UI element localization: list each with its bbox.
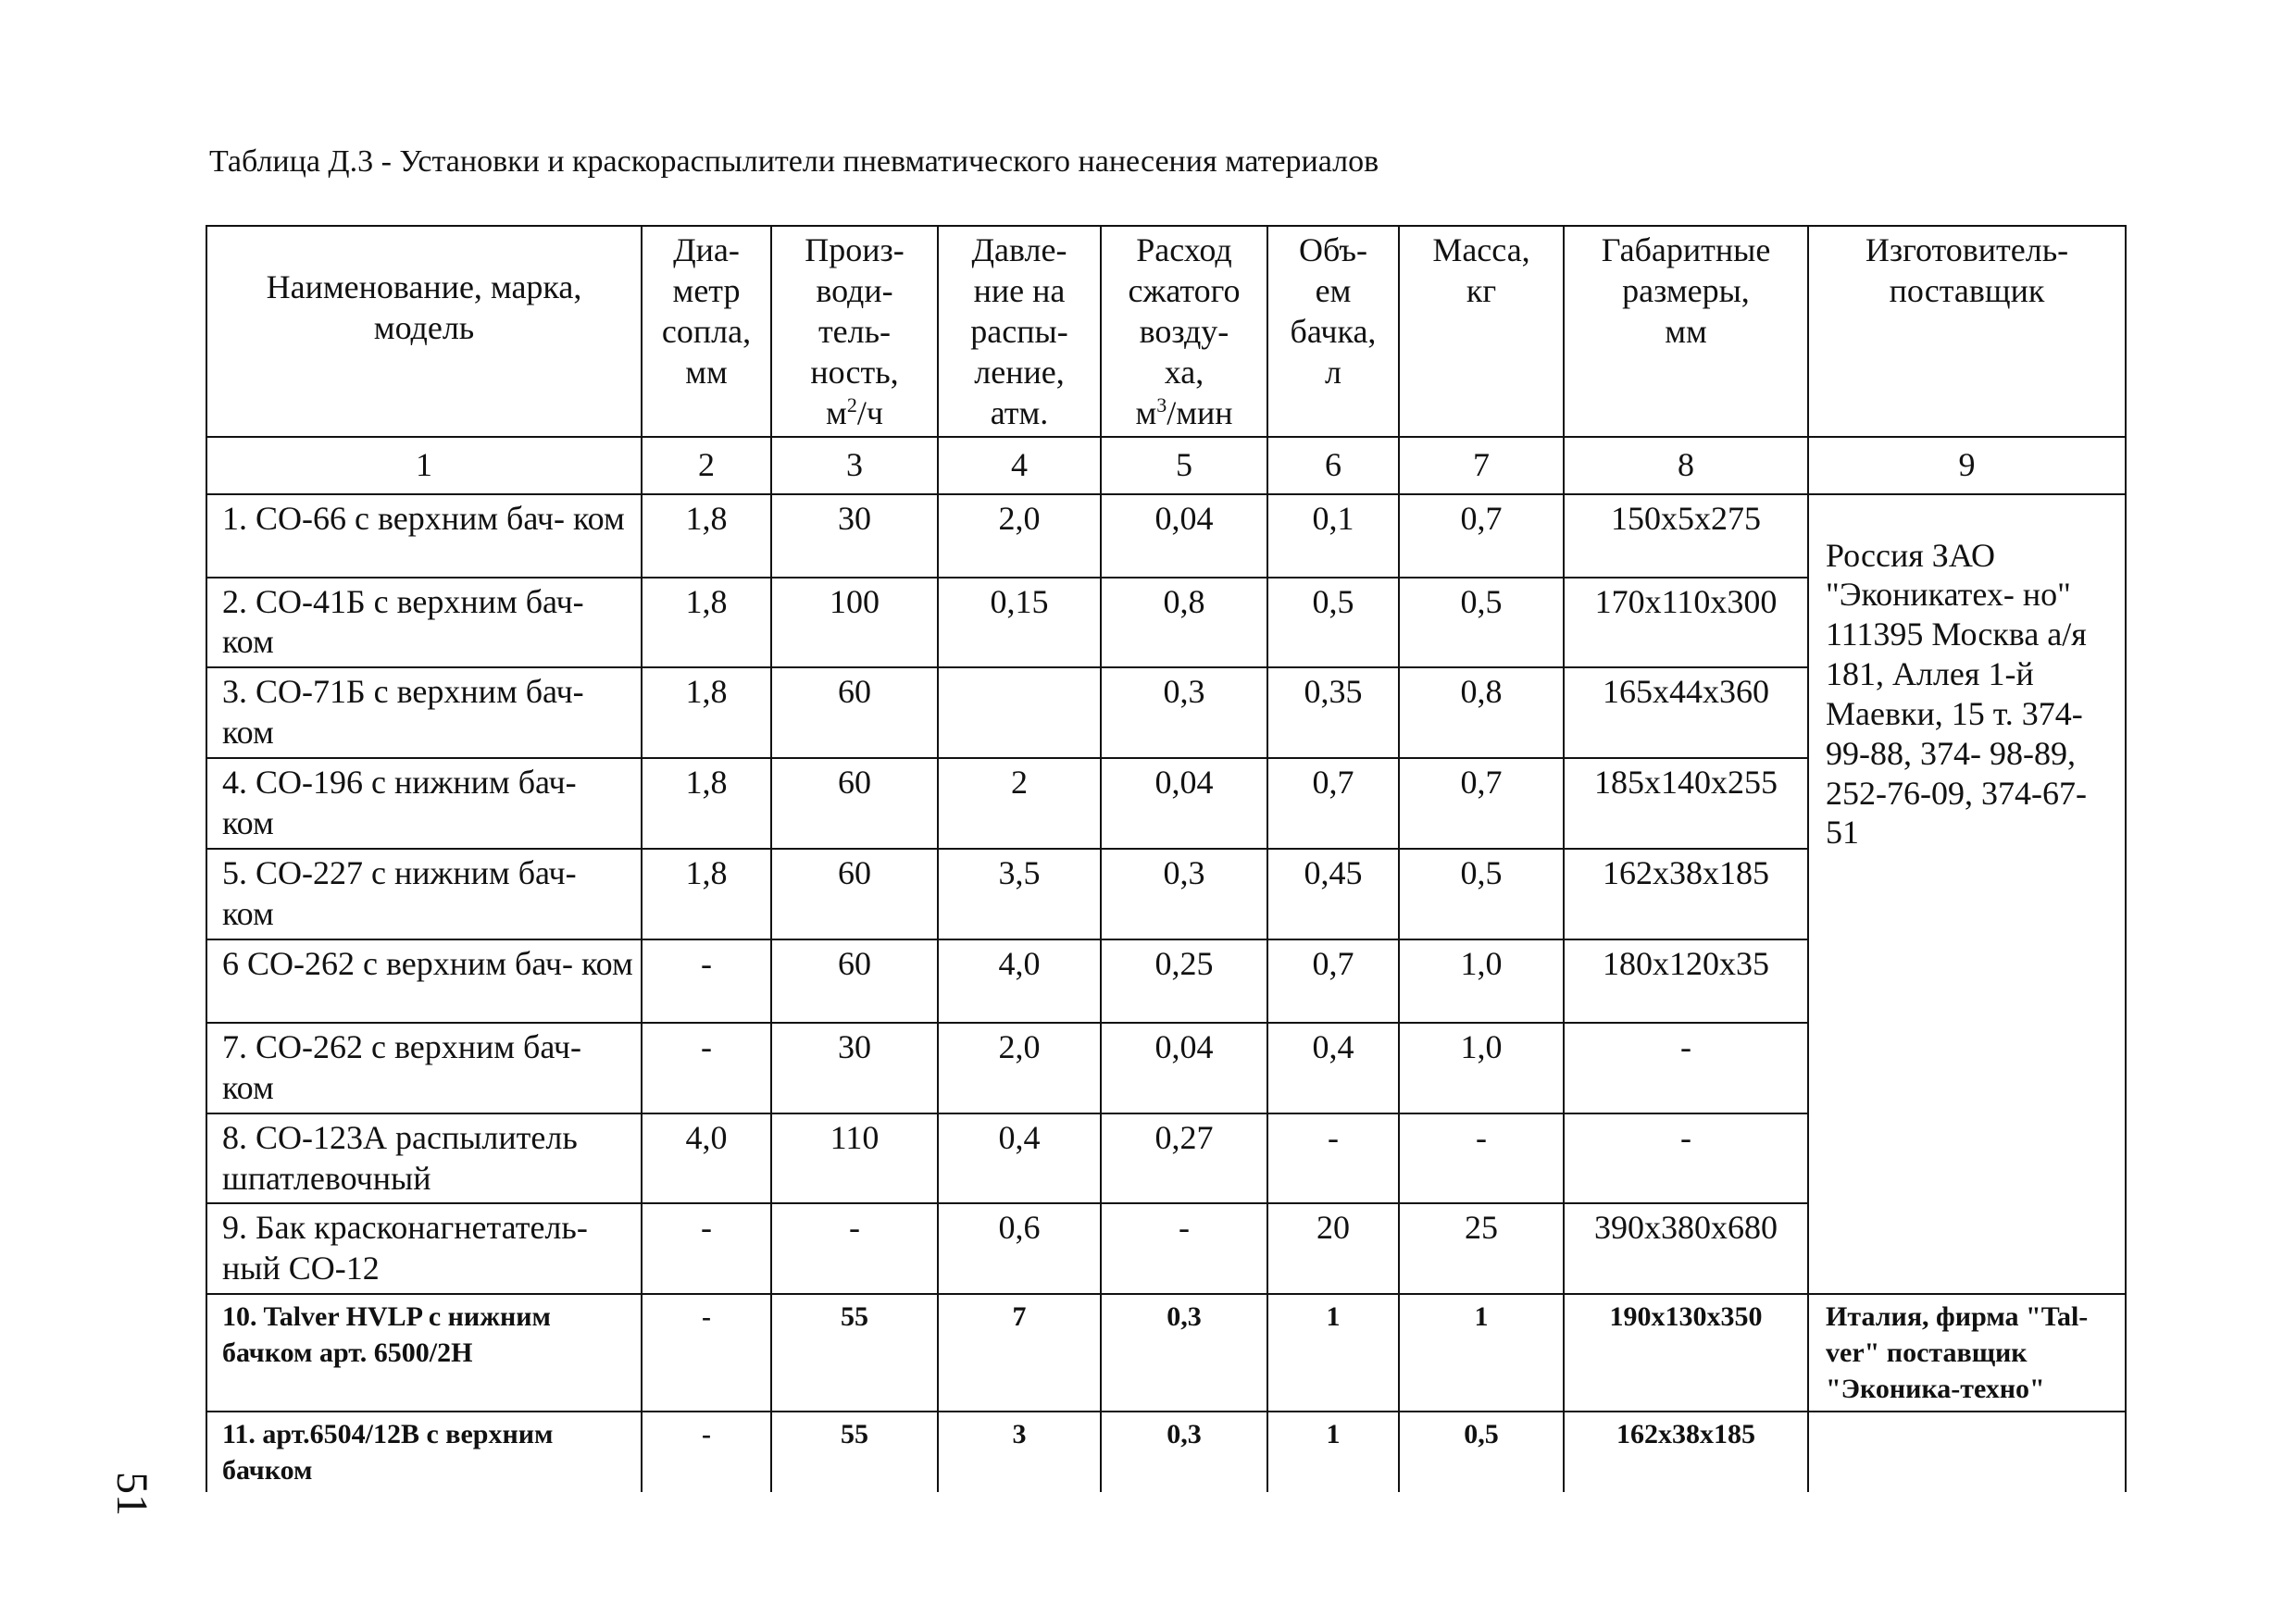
cell-diameter: 1,8 (642, 758, 771, 849)
cell-diameter: - (642, 939, 771, 1023)
cell-volume: 1 (1267, 1294, 1399, 1412)
cell-productivity: 100 (771, 578, 938, 668)
column-number: 4 (938, 437, 1101, 494)
cell-manufacturer-italy: Италия, фирма "Tal- ver" поставщик "Эконика-техно" (1808, 1294, 2126, 1412)
cell-pressure: 0,4 (938, 1113, 1101, 1204)
header-name: Наименование, марка, модель (206, 226, 642, 437)
cell-name: 9. Бак красконагнетатель- ный СО-12 (206, 1203, 642, 1294)
cell-diameter: 1,8 (642, 667, 771, 758)
cell-pressure: 0,6 (938, 1203, 1101, 1294)
cell-manufacturer-empty (1808, 1412, 2126, 1492)
cell-pressure: 2,0 (938, 1023, 1101, 1113)
cell-productivity: 60 (771, 939, 938, 1023)
table-caption: Таблица Д.3 - Установки и краскораспылители пневматического нанесения материалов (209, 144, 1379, 179)
cell-air: 0,25 (1101, 939, 1267, 1023)
cell-manufacturer-russia: Россия ЗАО "Эконикатех- но" 111395 Москва а/я 181, Аллея 1-й Маевки, 15 т. 374-99-88, 374- 98-89, 252-76-09, 374-67- 51 (1808, 494, 2126, 1295)
cell-air: 0,3 (1101, 667, 1267, 758)
column-number: 3 (771, 437, 938, 494)
cell-volume: 20 (1267, 1203, 1399, 1294)
cell-name: 5. СО-227 с нижним бач- ком (206, 849, 642, 939)
cell-dimensions: 165х44х360 (1564, 667, 1808, 758)
cell-air: 0,3 (1101, 1412, 1267, 1492)
cell-mass: 0,5 (1399, 1412, 1564, 1492)
cell-pressure: 0,15 (938, 578, 1101, 668)
table-row (206, 494, 2126, 578)
column-number: 7 (1399, 437, 1564, 494)
cell-name: 8. СО-123А распылитель шпатлевочный (206, 1113, 642, 1204)
cell-productivity: 55 (771, 1412, 938, 1492)
header-manufacturer: Изготовитель- поставщик (1808, 226, 2126, 437)
cell-mass: 1,0 (1399, 939, 1564, 1023)
cell-air: 0,8 (1101, 578, 1267, 668)
cell-dimensions: 150х5х275 (1564, 494, 1808, 578)
cell-productivity: 30 (771, 1023, 938, 1113)
cell-diameter: 1,8 (642, 578, 771, 668)
cell-name: 2. СО-41Б с верхним бач- ком (206, 578, 642, 668)
cell-dimensions: 190х130х350 (1564, 1294, 1808, 1412)
cell-diameter: 1,8 (642, 494, 771, 578)
cell-dimensions: 390х380х680 (1564, 1203, 1808, 1294)
cell-pressure: 2 (938, 758, 1101, 849)
cell-diameter: - (642, 1203, 771, 1294)
cell-dimensions: 170х110х300 (1564, 578, 1808, 668)
cell-volume: - (1267, 1113, 1399, 1204)
cell-mass: - (1399, 1113, 1564, 1204)
cell-name: 3. СО-71Б с верхним бач- ком (206, 667, 642, 758)
cell-productivity: 110 (771, 1113, 938, 1204)
header-productivity: Произ- води- тель- ность, $м^2/ч$ (771, 226, 938, 437)
column-number: 5 (1101, 437, 1267, 494)
cell-name: 11. арт.6504/12В с верхним бачком (206, 1412, 642, 1492)
header-air: Расход сжатого возду- ха, $м^3$/мин (1101, 226, 1267, 437)
cell-pressure: 3,5 (938, 849, 1101, 939)
cell-diameter: - (642, 1023, 771, 1113)
cell-dimensions: 162х38х185 (1564, 1412, 1808, 1492)
cell-air: 0,04 (1101, 1023, 1267, 1113)
header-diameter: Диа- метр сопла, мм (642, 226, 771, 437)
cell-productivity: 60 (771, 758, 938, 849)
cell-mass: 1 (1399, 1294, 1564, 1412)
cell-name: 10. Talver HVLP с нижним бачком арт. 6500/2Н (206, 1294, 642, 1412)
header-volume: Объ- ем бачка, л (1267, 226, 1399, 437)
cell-volume: 1 (1267, 1412, 1399, 1492)
cell-name: 1. СО-66 с верхним бач- ком (206, 494, 642, 578)
cell-diameter: 4,0 (642, 1113, 771, 1204)
cell-pressure: 3 (938, 1412, 1101, 1492)
cell-productivity: 60 (771, 667, 938, 758)
cell-air: 0,27 (1101, 1113, 1267, 1204)
header-mass: Масса, кг (1399, 226, 1564, 437)
cell-pressure: 7 (938, 1294, 1101, 1412)
page-number: 51 (107, 1472, 156, 1516)
cell-pressure: 2,0 (938, 494, 1101, 578)
cell-pressure: 4,0 (938, 939, 1101, 1023)
column-number: 9 (1808, 437, 2126, 494)
cell-mass: 0,5 (1399, 849, 1564, 939)
cell-dimensions: - (1564, 1023, 1808, 1113)
cell-mass: 0,7 (1399, 494, 1564, 578)
cell-air: 0,04 (1101, 758, 1267, 849)
cell-name: 4. СО-196 с нижним бач- ком (206, 758, 642, 849)
column-number: 2 (642, 437, 771, 494)
cell-dimensions: 162х38х185 (1564, 849, 1808, 939)
cell-dimensions: 180х120х35 (1564, 939, 1808, 1023)
cell-mass: 0,5 (1399, 578, 1564, 668)
column-number: 6 (1267, 437, 1399, 494)
cell-productivity: 30 (771, 494, 938, 578)
cell-pressure (938, 667, 1101, 758)
cell-productivity: 60 (771, 849, 938, 939)
cell-name: 6 СО-262 с верхним бач- ком (206, 939, 642, 1023)
cell-volume: 0,1 (1267, 494, 1399, 578)
cell-name: 7. СО-262 с верхним бач- ком (206, 1023, 642, 1113)
header-row (206, 226, 2126, 437)
column-number-row (206, 437, 2126, 494)
cell-dimensions: 185х140х255 (1564, 758, 1808, 849)
cell-volume: 0,7 (1267, 939, 1399, 1023)
cell-diameter: - (642, 1294, 771, 1412)
cell-volume: 0,4 (1267, 1023, 1399, 1113)
column-number: 8 (1564, 437, 1808, 494)
cell-volume: 0,5 (1267, 578, 1399, 668)
header-pressure: Давле- ние на распы- ление, атм. (938, 226, 1101, 437)
equipment-table (206, 225, 2127, 1492)
cell-productivity: - (771, 1203, 938, 1294)
cell-diameter: - (642, 1412, 771, 1492)
cell-volume: 0,35 (1267, 667, 1399, 758)
cell-productivity: 55 (771, 1294, 938, 1412)
cell-mass: 0,7 (1399, 758, 1564, 849)
cell-diameter: 1,8 (642, 849, 771, 939)
header-dimensions: Габаритные размеры, мм (1564, 226, 1808, 437)
cell-air: - (1101, 1203, 1267, 1294)
column-number: 1 (206, 437, 642, 494)
cell-mass: 0,8 (1399, 667, 1564, 758)
cell-air: 0,3 (1101, 1294, 1267, 1412)
cell-air: 0,04 (1101, 494, 1267, 578)
cell-dimensions: - (1564, 1113, 1808, 1204)
cell-mass: 25 (1399, 1203, 1564, 1294)
cell-volume: 0,45 (1267, 849, 1399, 939)
cell-mass: 1,0 (1399, 1023, 1564, 1113)
table-row (206, 1412, 2126, 1492)
cell-volume: 0,7 (1267, 758, 1399, 849)
table-row (206, 1294, 2126, 1412)
cell-air: 0,3 (1101, 849, 1267, 939)
